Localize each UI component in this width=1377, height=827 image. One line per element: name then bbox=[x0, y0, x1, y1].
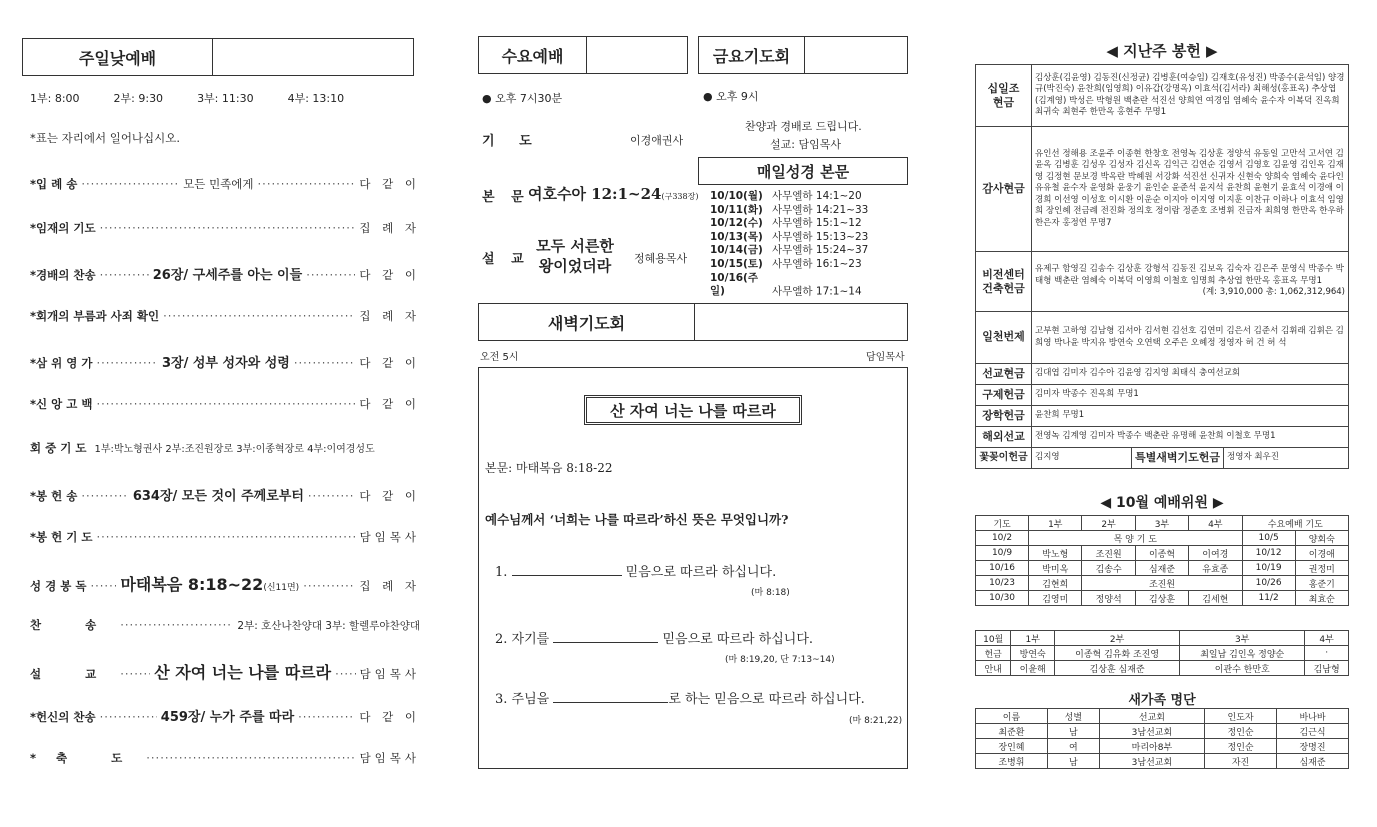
offering-names: 유제구 함영길 김송수 김상훈 강형석 김동진 김보옥 김숙자 김은주 문영식 박종수 박태형 백춘란 염혜숙 이복덕 이영희 이철호 임명희 추상엽 한만옥 홍표옥 무명1 bbox=[1035, 264, 1344, 286]
order-content: 3장/ 성부 성자와 성령 bbox=[162, 356, 290, 371]
daily-text: 사무엘하 15:1~12 bbox=[772, 217, 862, 230]
daily-text: 사무엘하 17:1~14 bbox=[772, 285, 862, 298]
table-cell: 김상훈 심재준 bbox=[1055, 661, 1180, 676]
table-head: 4부 bbox=[1189, 516, 1242, 531]
table-cell: 10/19 bbox=[1242, 561, 1295, 576]
table-head: 수요예배 기도 bbox=[1242, 516, 1348, 531]
guide-head-row bbox=[976, 631, 1349, 646]
offering-category: 십일조 현금 bbox=[976, 65, 1032, 127]
order-content: 634장/ 모든 것이 주께로부터 bbox=[132, 489, 304, 504]
table-cell: 10/9 bbox=[976, 546, 1029, 561]
table-cell: 김세현 bbox=[1189, 591, 1242, 606]
daily-row bbox=[710, 217, 868, 231]
offering-names: 김대엽 김미자 김수아 김윤영 김지영 최태식 충여선교회 bbox=[1032, 364, 1349, 385]
newfamily-table bbox=[975, 708, 1349, 769]
order-tail: 담임목사 bbox=[359, 751, 420, 765]
offering-names: 고부현 고하영 김남형 김서아 김서현 김선호 김연미 김은서 김준서 김휘래 김휘은 김희영 박나윤 박지유 방연숙 오연택 오주은 오혜정 정영자 허 건 허 석 bbox=[1032, 312, 1349, 364]
offering-table bbox=[975, 64, 1349, 469]
wednesday-sermon bbox=[520, 236, 630, 276]
table-head: 인도자 bbox=[1205, 709, 1277, 724]
order-label: *신 앙 고 백 bbox=[30, 397, 93, 411]
order-row bbox=[30, 396, 420, 412]
blank-ref-3: (마 8:21,22) bbox=[849, 716, 903, 726]
leader-dots bbox=[335, 667, 355, 681]
offering-category: 장학헌금 bbox=[976, 406, 1032, 427]
table-cell: 마리아8부 bbox=[1099, 739, 1204, 754]
offering-names: 김상훈(김윤영) 김동진(신정균) 김병훈(여승임) 김재호(유성진) 박종수(윤석임) 양경규(박진숙) 윤찬희(임영희) 이유갑(강명옥) 이효석(김서라) 최해성(홍표옥) 추상엽(김계영) 박성은 박형원 백춘란 석진선 양희연 여경임 염혜숙 윤수자 이복덕 진옥희 최귀숙 최현주 한만옥 홍현주 무명1 bbox=[1032, 65, 1349, 127]
order-tail: 다 같 이 bbox=[359, 397, 420, 411]
offering-row bbox=[976, 312, 1349, 364]
leader-dots bbox=[258, 177, 356, 191]
blank-suffix: 믿음으로 따르라 하십니다. bbox=[658, 632, 814, 647]
table-cell: 이윤해 bbox=[1011, 661, 1055, 676]
order-tail: 다 같 이 bbox=[359, 268, 420, 282]
table-cell: 심재준 bbox=[1135, 561, 1188, 576]
order-label: *봉 헌 송 bbox=[30, 489, 78, 503]
offering-row bbox=[976, 364, 1349, 385]
offering-category: 감사현금 bbox=[976, 127, 1032, 252]
blank-item-3 bbox=[495, 688, 865, 707]
table-cell: 조진원 bbox=[1082, 576, 1242, 591]
order-row bbox=[30, 176, 420, 192]
table-head: 바나바 bbox=[1277, 709, 1349, 724]
order-row bbox=[30, 750, 420, 766]
table-head: 이름 bbox=[976, 709, 1048, 724]
order-label: *헌신의 찬송 bbox=[30, 710, 96, 724]
table-cell: 김영미 bbox=[1029, 591, 1082, 606]
table-cell: 이종혁 김유화 조진영 bbox=[1055, 646, 1180, 661]
table-cell: 박미옥 bbox=[1029, 561, 1082, 576]
wednesday-text-ref: 여호수아 12:1~24 bbox=[528, 185, 662, 203]
order-row bbox=[30, 220, 420, 236]
table-row bbox=[976, 724, 1349, 739]
table-head: 3부 bbox=[1135, 516, 1188, 531]
table-cell: 이경애 bbox=[1295, 546, 1348, 561]
offering-category: 특별새벽기도헌금 bbox=[1132, 448, 1224, 469]
order-tail: 담임목사 bbox=[359, 667, 420, 681]
blank-prefix: 1. bbox=[495, 565, 512, 580]
table-cell: 권정미 bbox=[1295, 561, 1348, 576]
blank-suffix: 로 하는 믿음으로 따르라 하십니다. bbox=[668, 692, 865, 707]
offering-names: 김미자 박종수 진옥희 무명1 bbox=[1032, 385, 1349, 406]
offering-category: 꽃꽂이헌금 bbox=[976, 448, 1032, 469]
sermon-note-box bbox=[478, 367, 908, 769]
stand-note: *표는 자리에서 일어나십시오. bbox=[30, 131, 181, 145]
order-tail: 다 같 이 bbox=[359, 177, 420, 191]
dawn-time: 오전 5시 bbox=[480, 352, 519, 363]
order-row bbox=[30, 572, 420, 595]
wednesday-text bbox=[528, 183, 698, 204]
leader-dots bbox=[306, 268, 355, 282]
order-label: 찬 송 bbox=[30, 618, 117, 632]
order-row bbox=[30, 440, 420, 456]
order-row bbox=[30, 264, 420, 283]
table-cell: 장명진 bbox=[1277, 739, 1349, 754]
wednesday-preacher: 정혜용목사 bbox=[634, 252, 688, 265]
table-head: 2부 bbox=[1082, 516, 1135, 531]
table-head: 성별 bbox=[1047, 709, 1099, 724]
order-row bbox=[30, 352, 420, 371]
table-cell: 10/2 bbox=[976, 531, 1029, 546]
table-cell: 조진원 bbox=[1082, 546, 1135, 561]
offering-row bbox=[976, 127, 1349, 252]
order-label: *봉 헌 기 도 bbox=[30, 530, 93, 544]
sunday-service-section bbox=[22, 38, 414, 76]
table-cell: 11/2 bbox=[1242, 591, 1295, 606]
leader-dots bbox=[298, 710, 355, 724]
order-content: 산 자여 너는 나를 따르라 bbox=[154, 663, 332, 682]
table-cell: 안내 bbox=[976, 661, 1011, 676]
table-row bbox=[976, 661, 1349, 676]
table-cell: 10/5 bbox=[1242, 531, 1295, 546]
friday-time: ● 오후 9시 bbox=[703, 90, 759, 103]
leader-dots bbox=[100, 221, 356, 235]
leader-dots bbox=[303, 579, 355, 593]
wednesday-header bbox=[478, 36, 688, 74]
leader-dots bbox=[100, 268, 149, 282]
october-title: ◀ 10월 예배위원 ▶ bbox=[1100, 495, 1224, 511]
table-cell: 박노형 bbox=[1029, 546, 1082, 561]
table-cell: 김상훈 bbox=[1135, 591, 1188, 606]
daily-row bbox=[710, 190, 868, 204]
order-tail: 다 같 이 bbox=[359, 489, 421, 503]
wednesday-time: ● 오후 7시30분 bbox=[482, 92, 563, 105]
offering-row bbox=[976, 448, 1349, 469]
daily-row bbox=[710, 204, 868, 218]
offering-category: 비전센터 건축헌금 bbox=[976, 252, 1032, 312]
order-row bbox=[30, 617, 420, 633]
daily-date: 10/16(주일) bbox=[710, 271, 759, 298]
table-cell: 최일남 김인옥 정양순 bbox=[1180, 646, 1305, 661]
leader-dots bbox=[96, 356, 158, 370]
offering-names: 김지영 bbox=[1032, 448, 1132, 469]
order-row bbox=[30, 706, 420, 725]
table-cell: 3남선교회 bbox=[1099, 724, 1204, 739]
order-tail: 집 례 자 bbox=[359, 309, 420, 323]
order-label: 설 교 bbox=[30, 667, 117, 681]
prayer-by: 이경애권사 bbox=[630, 134, 684, 147]
offering-row bbox=[976, 65, 1349, 127]
table-cell: 이종혁 bbox=[1135, 546, 1188, 561]
table-cell: · bbox=[1305, 646, 1349, 661]
table-row bbox=[976, 739, 1349, 754]
offering-category: 선교현금 bbox=[976, 364, 1032, 385]
order-content: 459장/ 누가 주를 따라 bbox=[160, 710, 295, 725]
offering-row bbox=[976, 406, 1349, 427]
dawn-header bbox=[478, 303, 908, 341]
order-tail: 집 례 자 bbox=[359, 221, 420, 235]
table-head: 선교회 bbox=[1099, 709, 1204, 724]
table-cell: 방연숙 bbox=[1011, 646, 1055, 661]
offering-title: ◀ 지난주 봉헌 ▶ bbox=[1106, 42, 1218, 60]
daily-date: 10/13(목) bbox=[710, 230, 763, 243]
answer-blank[interactable] bbox=[512, 575, 622, 576]
dawn-title: 새벽기도회 bbox=[479, 304, 695, 340]
table-cell: 10/26 bbox=[1242, 576, 1295, 591]
leader-dots bbox=[146, 751, 355, 765]
order-label: *임재의 기도 bbox=[30, 221, 96, 235]
offering-names: 윤찬희 무명1 bbox=[1032, 406, 1349, 427]
daily-date: 10/14(금) bbox=[710, 244, 763, 257]
leader-dots bbox=[163, 309, 355, 323]
order-tail: 집 례 자 bbox=[359, 579, 420, 593]
sunday-time-4: 4부: 13:10 bbox=[287, 92, 345, 105]
table-cell: 10/12 bbox=[1242, 546, 1295, 561]
friday-title: 금요기도회 bbox=[699, 37, 805, 73]
sermon-label: 설 교 bbox=[482, 252, 530, 267]
table-cell: 심재준 bbox=[1277, 754, 1349, 769]
order-label: *경배의 찬송 bbox=[30, 268, 96, 282]
newfamily-head-row bbox=[976, 709, 1349, 724]
offering-names: 전영녹 김계영 김미자 박종수 백춘란 유명해 윤찬희 이철호 무명1 bbox=[1032, 427, 1349, 448]
table-head: 2부 bbox=[1055, 631, 1180, 646]
offering-category: 구제헌금 bbox=[976, 385, 1032, 406]
sermon-line2: 왕이었더라 bbox=[538, 257, 612, 275]
order-label: *삼 위 영 가 bbox=[30, 356, 93, 370]
table-cell: 헌금 bbox=[976, 646, 1011, 661]
order-content: 모든 민족에게 bbox=[183, 177, 254, 191]
october-offering-guide-table bbox=[975, 630, 1349, 676]
table-cell: 이여경 bbox=[1189, 546, 1242, 561]
offering-names-cell bbox=[1032, 252, 1349, 312]
leader-dots bbox=[90, 579, 116, 593]
friday-line1: 찬양과 경배로 드립니다. bbox=[745, 120, 862, 133]
daily-row bbox=[710, 258, 868, 272]
order-content: 26장/ 구세주를 아는 이들 bbox=[152, 268, 303, 283]
leader-dots bbox=[81, 489, 128, 503]
daily-bible-title: 매일성경 본문 bbox=[756, 162, 850, 181]
table-cell: 10/30 bbox=[976, 591, 1029, 606]
october-head-row bbox=[976, 516, 1349, 531]
table-row bbox=[976, 531, 1349, 546]
blank-item-2 bbox=[495, 628, 813, 647]
table-head: 1부 bbox=[1029, 516, 1082, 531]
daily-text: 사무엘하 15:24~37 bbox=[772, 244, 869, 257]
table-head: 10월 bbox=[976, 631, 1011, 646]
table-cell: 10/16 bbox=[976, 561, 1029, 576]
order-tail: 다 같 이 bbox=[359, 710, 421, 724]
order-label: *회개의 부름과 사죄 확인 bbox=[30, 309, 160, 323]
table-cell: 정인순 bbox=[1205, 724, 1277, 739]
sermon-note-question: 예수님께서 ‘너희는 나를 따르라’하신 뜻은 무엇입니까? bbox=[485, 512, 789, 527]
table-row bbox=[976, 646, 1349, 661]
sunday-time-2: 2부: 9:30 bbox=[113, 92, 164, 105]
order-row bbox=[30, 529, 420, 545]
table-cell: 남 bbox=[1047, 724, 1099, 739]
leader-dots bbox=[120, 618, 233, 632]
leader-dots bbox=[96, 397, 355, 411]
offering-row bbox=[976, 385, 1349, 406]
daily-text: 사무엘하 15:13~23 bbox=[772, 230, 869, 243]
daily-date: 10/15(토) bbox=[710, 257, 763, 270]
daily-text: 사무엘하 14:1~20 bbox=[772, 190, 862, 202]
table-cell: 장인혜 bbox=[976, 739, 1048, 754]
wednesday-title: 수요예배 bbox=[479, 37, 587, 73]
table-cell: 정인순 bbox=[1205, 739, 1277, 754]
table-cell: 조병휘 bbox=[976, 754, 1048, 769]
daily-row bbox=[710, 244, 868, 258]
table-cell: 김현희 bbox=[1029, 576, 1082, 591]
offering-names: 정영자 최우진 bbox=[1224, 448, 1349, 469]
table-cell: 양회숙 bbox=[1295, 531, 1348, 546]
daily-row bbox=[710, 231, 868, 245]
sermon-note-title: 산 자여 너는 나를 따르라 bbox=[610, 401, 776, 420]
order-label: 성 경 봉 독 bbox=[30, 579, 87, 593]
leader-dots bbox=[100, 710, 157, 724]
blank-item-1 bbox=[495, 561, 776, 580]
sunday-time-1: 1부: 8:00 bbox=[30, 92, 80, 105]
order-row bbox=[30, 660, 420, 683]
table-row bbox=[976, 546, 1349, 561]
table-cell: 여 bbox=[1047, 739, 1099, 754]
table-cell: 최효순 bbox=[1295, 591, 1348, 606]
leader-dots bbox=[81, 177, 179, 191]
table-head: 1부 bbox=[1011, 631, 1055, 646]
order-content: 마태복음 8:18~22 bbox=[120, 575, 264, 594]
sermon-note-title-box bbox=[584, 395, 802, 425]
wednesday-text-page: (구338장) bbox=[661, 192, 699, 201]
table-cell: 목 양 기 도 bbox=[1029, 531, 1242, 546]
table-head: 4부 bbox=[1305, 631, 1349, 646]
order-content: 2부: 호산나찬양대 3부: 할렐루야찬양대 bbox=[237, 620, 420, 632]
offering-names: 유인선 정해용 조윤주 이종현 한창호 전영녹 김상훈 정양석 유동일 고만석 고서연 김윤옥 김병훈 김성우 김성자 김신옥 김익근 김연순 김영서 김영호 김윤영 김인옥 김재영 김정현 문보경 박옥란 박혜원 서강화 석진선 신귀자 신현숙 양희숙 염혜숙 윤다인 유유철 윤수자 윤영화 윤웅기 윤인순 윤준석 윤지석 윤찬희 윤현기 윤효석 이경애 이경희 이선영 이성호 이시환 이운순 이지아 이지영 이지훈 이찬규 이하나 이효석 임영희 장인혜 전금례 전진화 정의호 정이람 정준호 조병휘 진금자 최희영 한만옥 한우하 한은자 홍정연 무명7 bbox=[1032, 127, 1349, 252]
table-cell: 이관수 한만호 bbox=[1180, 661, 1305, 676]
blank-prefix: 3. 주님을 bbox=[495, 692, 554, 707]
daily-date: 10/11(화) bbox=[710, 203, 763, 216]
order-tail: 다 같 이 bbox=[359, 356, 421, 370]
daily-bible-list bbox=[710, 190, 868, 299]
table-cell: 김근식 bbox=[1277, 724, 1349, 739]
table-cell: 유효종 bbox=[1189, 561, 1242, 576]
answer-blank[interactable] bbox=[553, 702, 668, 703]
table-row bbox=[976, 591, 1349, 606]
table-cell: 정양석 bbox=[1082, 591, 1135, 606]
daily-date: 10/12(수) bbox=[710, 217, 763, 230]
dawn-by: 담임목사 bbox=[866, 352, 905, 363]
table-cell: 김송수 bbox=[1082, 561, 1135, 576]
order-extra: (신11면) bbox=[263, 583, 300, 593]
text-label: 본 문 bbox=[482, 190, 530, 205]
table-cell: 홍준기 bbox=[1295, 576, 1348, 591]
offering-category: 일천번제 bbox=[976, 312, 1032, 364]
daily-bible-header bbox=[698, 157, 908, 185]
offering-category: 해외선교 bbox=[976, 427, 1032, 448]
leader-dots bbox=[120, 667, 150, 681]
sunday-time-3: 3부: 11:30 bbox=[197, 92, 254, 105]
table-cell: 김남형 bbox=[1305, 661, 1349, 676]
leader-dots bbox=[96, 530, 355, 544]
table-cell: 3남선교회 bbox=[1099, 754, 1204, 769]
daily-date: 10/10(월) bbox=[710, 190, 763, 202]
table-cell: 10/23 bbox=[976, 576, 1029, 591]
daily-row bbox=[710, 272, 868, 299]
leader-dots bbox=[294, 356, 356, 370]
newfamily-title: 새가족 명단 bbox=[1128, 693, 1196, 708]
order-label: *입 례 송 bbox=[30, 177, 78, 191]
friday-line2: 설교: 담임목사 bbox=[770, 138, 841, 151]
blank-ref-1: (마 8:18) bbox=[751, 588, 790, 598]
blank-ref-2: (마 8:19,20, 단 7:13~14) bbox=[725, 655, 835, 665]
blank-prefix: 2. 자기를 bbox=[495, 632, 554, 647]
table-cell: 최준환 bbox=[976, 724, 1048, 739]
table-row bbox=[976, 561, 1349, 576]
blank-suffix: 믿음으로 따르라 하십니다. bbox=[621, 565, 777, 580]
daily-text: 사무엘하 16:1~23 bbox=[772, 257, 862, 270]
table-cell: 남 bbox=[1047, 754, 1099, 769]
leader-dots bbox=[308, 489, 355, 503]
table-head: 기도 bbox=[976, 516, 1029, 531]
table-cell: 자진 bbox=[1205, 754, 1277, 769]
table-row bbox=[976, 576, 1349, 591]
order-tail: 담임목사 bbox=[359, 530, 420, 544]
sermon-note-text: 본문: 마태복음 8:18-22 bbox=[485, 461, 613, 475]
daily-text: 사무엘하 14:21~33 bbox=[772, 203, 869, 216]
order-label: 회 중 기 도 bbox=[30, 441, 87, 455]
table-row bbox=[976, 754, 1349, 769]
sunday-header bbox=[22, 38, 414, 76]
prayer-label: 기 도 bbox=[482, 134, 542, 149]
vision-total: (계: 3,910,000 총: 1,062,312,964) bbox=[1202, 287, 1345, 298]
order-label: *축 도 bbox=[30, 751, 143, 765]
offering-row bbox=[976, 427, 1349, 448]
sunday-title: 주일낮예배 bbox=[23, 39, 213, 75]
order-row bbox=[30, 485, 420, 504]
order-row bbox=[30, 308, 420, 324]
october-schedule-table bbox=[975, 515, 1349, 606]
order-content: 1부:박노형권사 2부:조진원장로 3부:이종혁장로 4부:이여경성도 bbox=[94, 444, 375, 455]
sunday-times bbox=[30, 90, 344, 106]
sermon-line1: 모두 서른한 bbox=[536, 237, 614, 255]
offering-row bbox=[976, 252, 1349, 312]
answer-blank[interactable] bbox=[553, 642, 658, 643]
table-head: 3부 bbox=[1180, 631, 1305, 646]
friday-header bbox=[698, 36, 908, 74]
